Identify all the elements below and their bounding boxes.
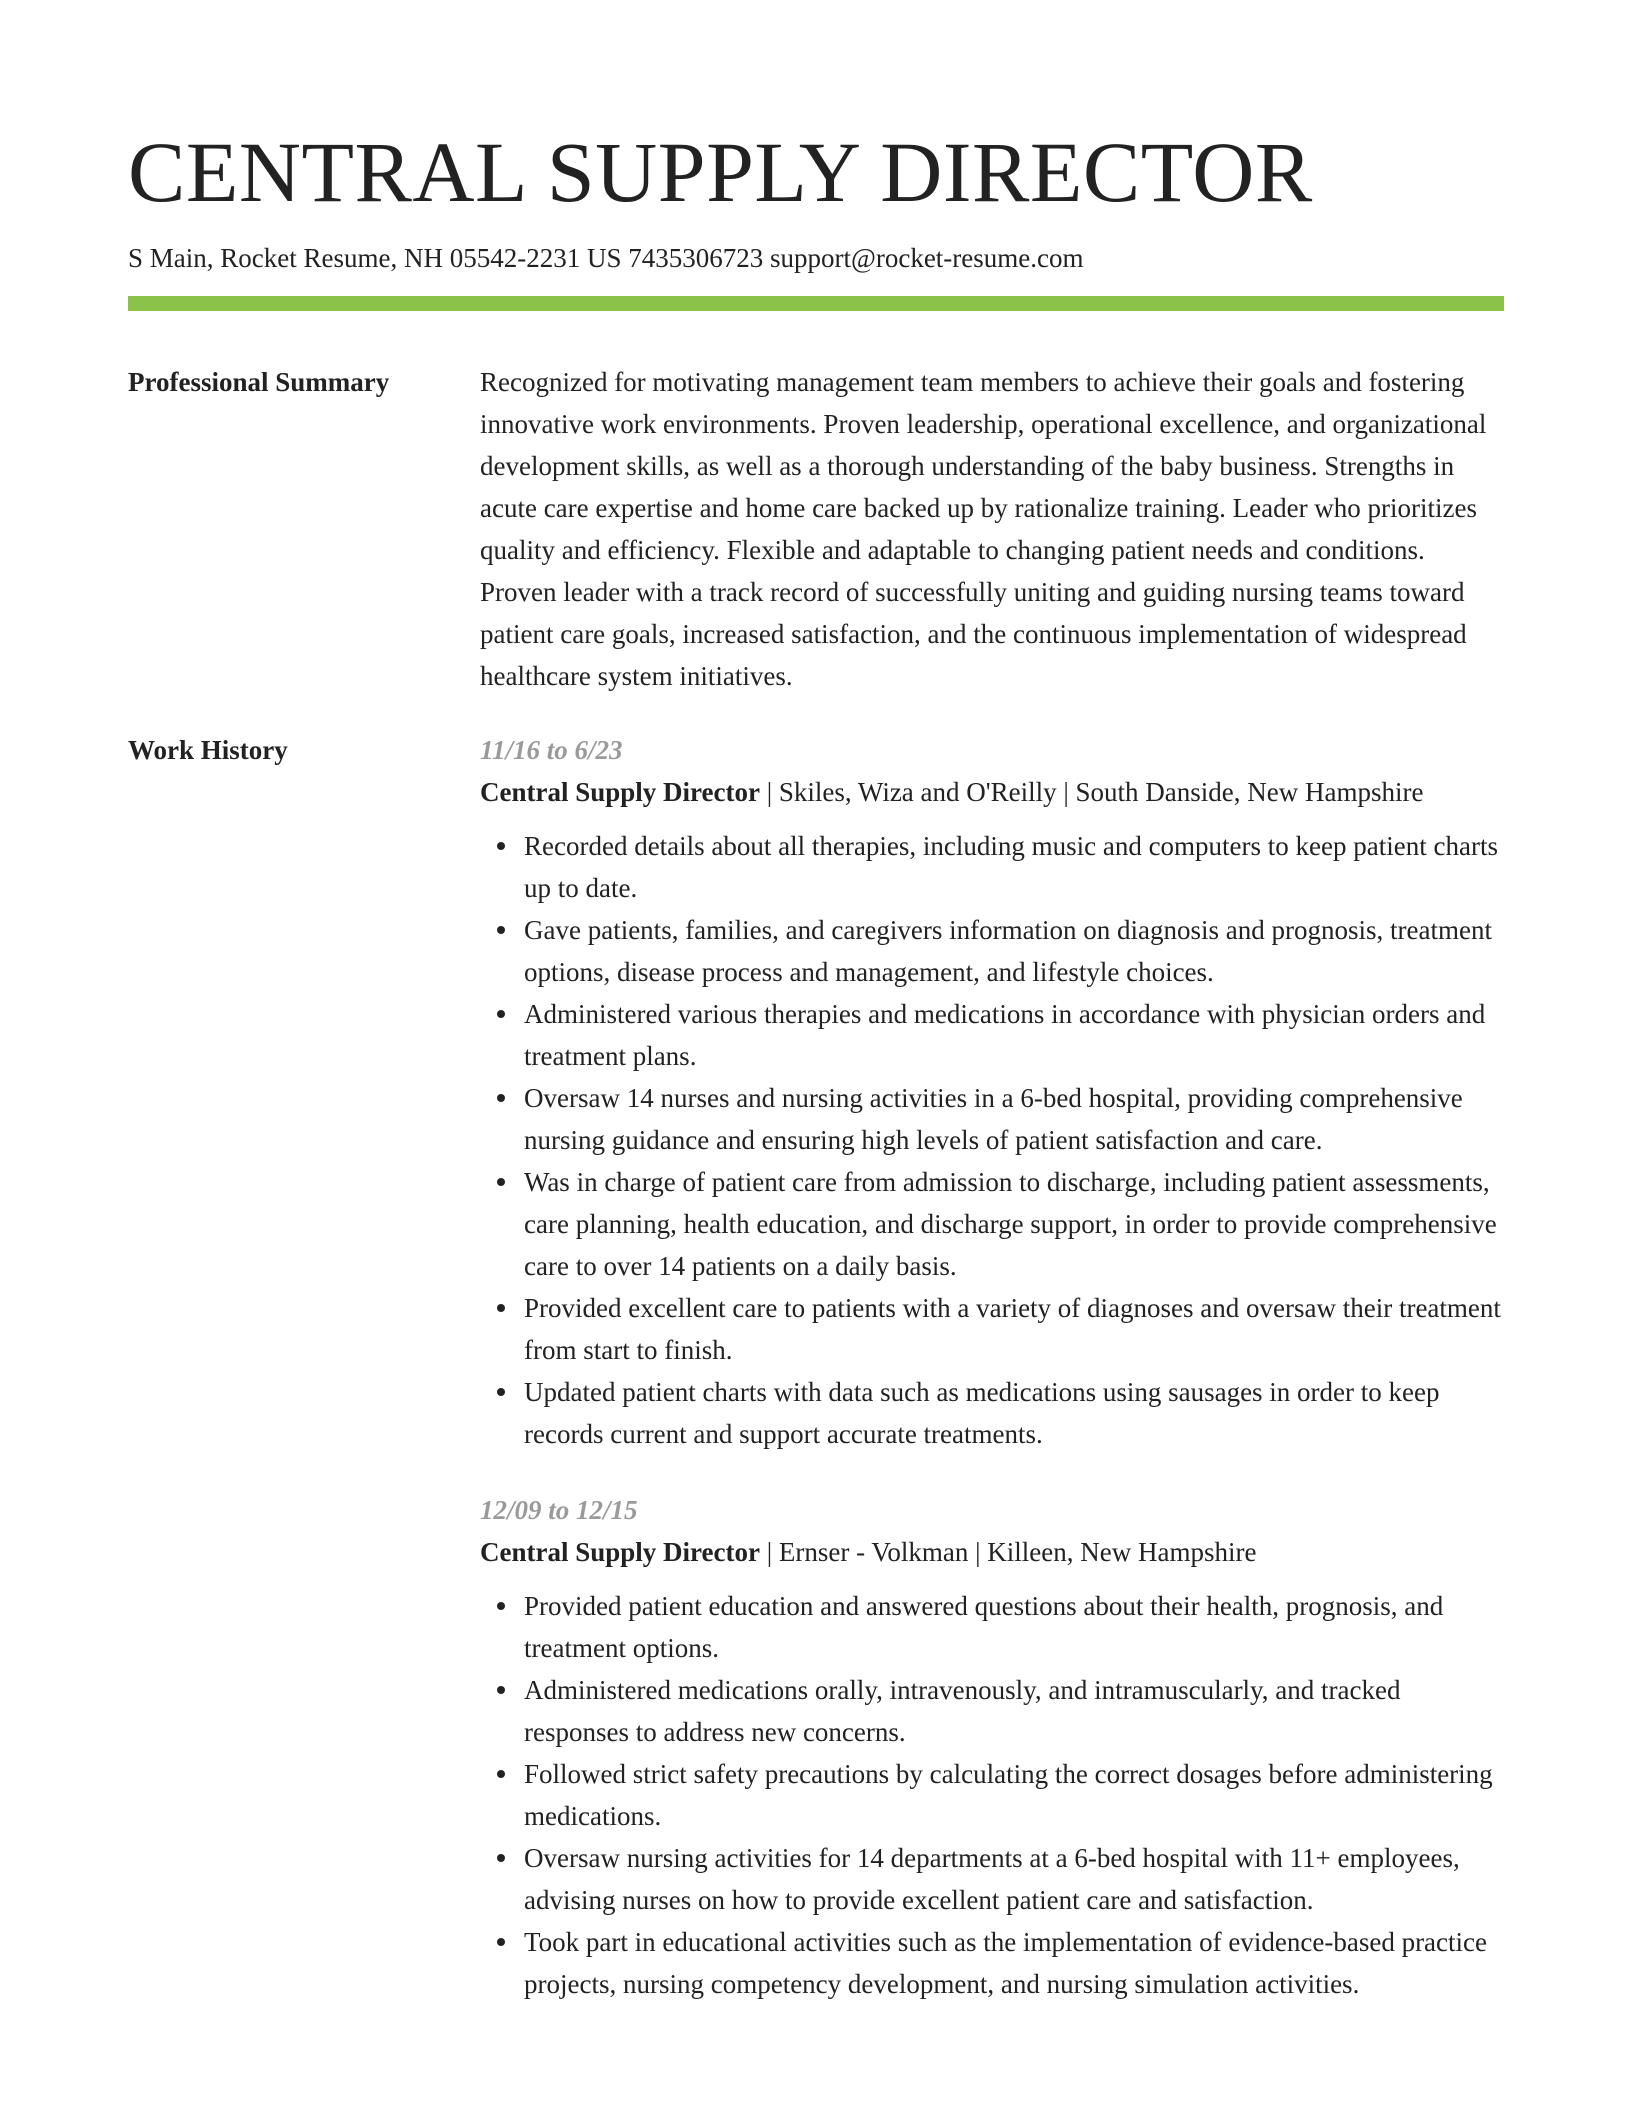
job-dates: 11/16 to 6/23 xyxy=(480,735,623,765)
work-history-section xyxy=(128,729,1504,2039)
contact-line: S Main, Rocket Resume, NH 05542-2231 US 7435306723 support@rocket-resume.com xyxy=(128,243,1084,273)
job-bullet: Administered medications orally, intravenously, and intramuscularly, and tracked responses to address new concerns. xyxy=(524,1669,1504,1753)
job-company-location: | Ernser - Volkman | Killeen, New Hampshire xyxy=(759,1537,1257,1567)
job-bullet-list xyxy=(480,1585,1504,2005)
job-dates: 12/09 to 12/15 xyxy=(480,1495,638,1525)
job-bullet: Recorded details about all therapies, including music and computers to keep patient charts up to date. xyxy=(524,825,1504,909)
job-bullet: Gave patients, families, and caregivers information on diagnosis and prognosis, treatment options, disease process and management, and lifestyle choices. xyxy=(524,909,1504,993)
summary-body xyxy=(480,361,1504,697)
job-bullet: Oversaw 14 nurses and nursing activities in a 6-bed hospital, providing comprehensive nursing guidance and ensuring high levels of patient satisfaction and care. xyxy=(524,1077,1504,1161)
job-bullet: Provided excellent care to patients with a variety of diagnoses and oversaw their treatment from start to finish. xyxy=(524,1287,1504,1371)
job-bullet-list xyxy=(480,825,1504,1455)
job-bullet: Followed strict safety precautions by calculating the correct dosages before administering medications. xyxy=(524,1753,1504,1837)
job-bullet: Updated patient charts with data such as medications using sausages in order to keep records current and support accurate treatments. xyxy=(524,1371,1504,1455)
job-bullet: Was in charge of patient care from admission to discharge, including patient assessments, care planning, health education, and discharge support, in order to provide comprehensive care to over 14 patients on a daily basis. xyxy=(524,1161,1504,1287)
work-history-body xyxy=(480,729,1504,2039)
job-entry xyxy=(480,729,1504,1455)
professional-summary-section xyxy=(128,361,1504,697)
section-heading-work-history: Work History xyxy=(128,735,288,765)
job-bullet: Took part in educational activities such as the implementation of evidence-based practice projects, nursing competency development, and nursing simulation activities. xyxy=(524,1921,1504,2005)
job-entry xyxy=(480,1489,1504,2005)
resume-page xyxy=(128,0,1504,2039)
job-title: Central Supply Director xyxy=(480,1537,760,1567)
section-heading-professional-summary: Professional Summary xyxy=(128,367,390,397)
job-company-location: | Skiles, Wiza and O'Reilly | South Danside, New Hampshire xyxy=(759,777,1424,807)
job-title-line xyxy=(480,1531,1504,1573)
job-bullet: Oversaw nursing activities for 14 departments at a 6-bed hospital with 11+ employees, advising nurses on how to provide excellent patient care and satisfaction. xyxy=(524,1837,1504,1921)
accent-divider xyxy=(128,296,1504,311)
job-title: Central Supply Director xyxy=(480,777,760,807)
job-title-line xyxy=(480,771,1504,813)
resume-title: CENTRAL SUPPLY DIRECTOR xyxy=(128,124,1313,220)
summary-text: Recognized for motivating management team members to achieve their goals and fostering innovative work environments. Proven leadership, operational excellence, and organizational development skills, as well as a thorough understanding of the baby business. Strengths in acute care expertise and home care backed up by rationalize training. Leader who prioritizes quality and efficiency. Flexible and adaptable to changing patient needs and conditions. Proven leader with a track record of successfully uniting and guiding nursing teams toward patient care goals, increased satisfaction, and the continuous implementation of widespread healthcare system initiatives. xyxy=(480,367,1487,691)
job-bullet: Provided patient education and answered questions about their health, prognosis, and treatment options. xyxy=(524,1585,1504,1669)
job-bullet: Administered various therapies and medications in accordance with physician orders and treatment plans. xyxy=(524,993,1504,1077)
